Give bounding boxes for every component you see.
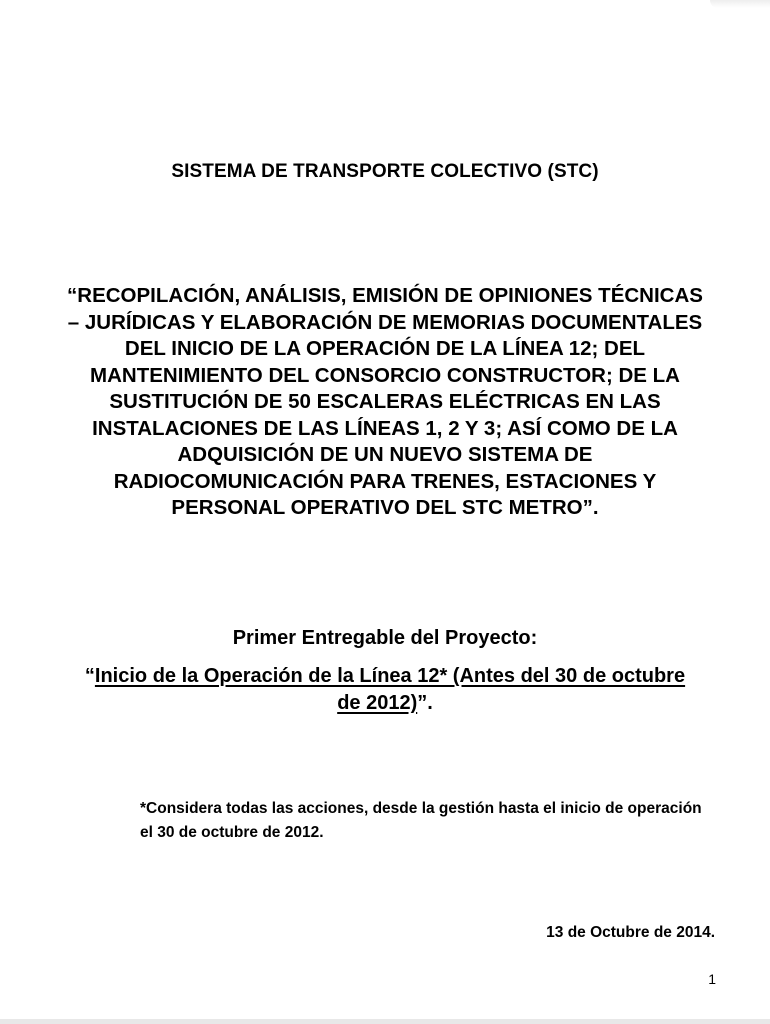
deliverable-title-close: ”. — [417, 692, 433, 714]
deliverable-heading: Primer Entregable del Proyecto: — [232, 627, 538, 649]
deliverable-title-underlined: Inicio de la Operación de la Línea 12* (Antes del 30 de octubre de 2012) — [94, 665, 686, 714]
organization-title: SISTEMA DE TRANSPORTE COLECTIVO (STC) — [171, 161, 599, 182]
page-number: 1 — [708, 971, 716, 987]
page-bottom-edge — [0, 1019, 770, 1024]
deliverable-title — [80, 663, 690, 717]
project-title: “RECOPILACIÓN, ANÁLISIS, EMISIÓN DE OPINIONES TÉCNICAS – JURÍDICAS Y ELABORACIÓN DE MEMORIAS DOCUMENTALES DEL INICIO DE LA OPERACIÓN DE LA LÍNEA 12; DEL MANTENIMIENTO DEL CONSORCIO CONSTRUCTOR; DE LA SUSTITUCIÓN DE 50 ESCALERAS ELÉCTRICAS EN LAS INSTALACIONES DE LAS LÍNEAS 1, 2 Y 3; ASÍ COMO DE LA ADQUISICIÓN DE UN NUEVO SISTEMA DE RADIOCOMUNICACIÓN PARA TRENES, ESTACIONES Y PERSONAL OPERATIVO DEL STC METRO”. — [67, 284, 703, 519]
document-date: 13 de Octubre de 2014. — [546, 924, 715, 941]
page-corner-shade — [710, 0, 770, 8]
footnote: *Considera todas las acciones, desde la gestión hasta el inicio de operación el 30 de octubre de 2012. — [140, 800, 702, 841]
deliverable-title-open-quote: “ — [84, 665, 95, 687]
